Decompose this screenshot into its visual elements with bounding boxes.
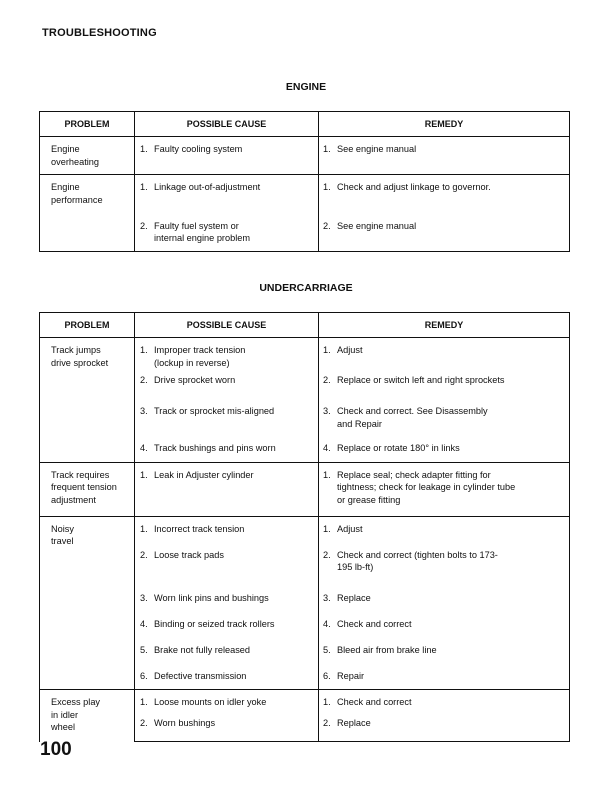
problem-cell: Engine performance: [51, 182, 103, 205]
cause-text: Linkage out-of-adjustment: [154, 182, 261, 192]
cause-number: 2.: [140, 220, 148, 231]
engine-header-cause: POSSIBLE CAUSE: [135, 112, 319, 137]
cause-text: Loose mounts on idler yoke: [154, 697, 267, 707]
table-row: [40, 664, 570, 690]
remedy-number: 1.: [323, 697, 331, 707]
remedy-number: 1.: [323, 182, 331, 192]
table-row: [40, 373, 570, 399]
cause-number: 2.: [140, 717, 148, 728]
remedy-text: Replace seal; check adapter fitting for tightness; check for leakage in cylinder tube or grease fitting: [337, 469, 516, 505]
table-row: [40, 690, 570, 716]
cause-text: Faulty cooling system: [154, 144, 243, 154]
undercarriage-table: [39, 312, 570, 742]
problem-cell: [40, 612, 134, 618]
remedy-number: 2.: [323, 220, 331, 231]
engine-section-title: ENGINE: [285, 81, 327, 93]
cause-text: Defective transmission: [154, 670, 247, 681]
cause-text: Incorrect track tension: [154, 523, 245, 534]
remedy-text: Repair: [337, 670, 365, 681]
remedy-text: Replace: [337, 717, 371, 728]
table-row: [40, 462, 570, 516]
problem-cell: [40, 548, 134, 554]
remedy-number: 6.: [323, 670, 331, 681]
table-row: [40, 436, 570, 462]
problem-cell: Noisy travel: [51, 523, 74, 546]
cause-text: Worn link pins and bushings: [154, 592, 269, 603]
table-row: [40, 214, 570, 252]
remedy-number: 1.: [323, 345, 331, 355]
remedy-text: See engine manual: [337, 220, 417, 231]
cause-number: 2.: [140, 375, 148, 385]
undercarriage-header-cause: POSSIBLE CAUSE: [135, 313, 319, 338]
cause-number: 3.: [140, 592, 148, 603]
undercarriage-section-title: UNDERCARRIAGE: [259, 282, 353, 294]
cause-number: 3.: [140, 406, 148, 416]
problem-cell: [40, 638, 134, 644]
problem-cell: [40, 586, 134, 592]
undercarriage-header-problem: PROBLEM: [40, 313, 135, 338]
remedy-number: 2.: [323, 375, 331, 385]
remedy-number: 3.: [323, 406, 331, 416]
page-heading: TROUBLESHOOTING: [42, 27, 157, 39]
table-row: [40, 137, 570, 175]
cause-text: Binding or seized track rollers: [154, 618, 275, 629]
table-row: [40, 516, 570, 548]
remedy-text: Check and adjust linkage to governor.: [337, 182, 491, 192]
remedy-text: Check and correct: [337, 618, 412, 629]
table-row: [40, 399, 570, 436]
remedy-text: Replace or switch left and right sprockets: [337, 375, 505, 385]
cause-number: 4.: [140, 618, 148, 629]
problem-cell: [40, 399, 134, 405]
cause-text: Improper track tension (lockup in reverse): [154, 345, 246, 368]
problem-cell: Excess play in idler wheel: [51, 697, 101, 732]
problem-cell: [40, 214, 134, 220]
remedy-number: 1.: [323, 144, 331, 154]
remedy-number: 4.: [323, 618, 331, 629]
remedy-text: Check and correct (tighten bolts to 173- 195 lb-ft): [337, 549, 498, 572]
cause-number: 4.: [140, 443, 148, 453]
cause-text: Faulty fuel system or internal engine problem: [154, 220, 251, 243]
table-row: [40, 548, 570, 586]
problem-cell: [40, 664, 134, 670]
undercarriage-header-remedy: REMEDY: [319, 313, 570, 338]
engine-header-row: [40, 112, 570, 137]
cause-text: Brake not fully released: [154, 644, 251, 655]
undercarriage-header-row: [40, 313, 570, 338]
remedy-number: 1.: [323, 523, 331, 534]
remedy-number: 5.: [323, 644, 331, 655]
remedy-text: Adjust: [337, 523, 363, 534]
cause-number: 1.: [140, 144, 148, 154]
remedy-text: Replace: [337, 592, 371, 603]
problem-cell: [40, 436, 134, 442]
cause-text: Track or sprocket mis-aligned: [154, 406, 275, 416]
problem-cell: Engine overheating: [51, 144, 100, 167]
engine-table: [39, 111, 570, 252]
remedy-text: Replace or rotate 180° in links: [337, 443, 460, 453]
table-row: [40, 175, 570, 214]
remedy-number: 2.: [323, 717, 331, 728]
page-number: 100: [40, 739, 72, 760]
cause-text: Track bushings and pins worn: [154, 443, 276, 453]
problem-cell: [40, 373, 134, 379]
remedy-number: 3.: [323, 592, 331, 603]
remedy-number: 4.: [323, 443, 331, 453]
cause-number: 5.: [140, 644, 148, 655]
remedy-text: Check and correct: [337, 697, 412, 707]
cause-number: 2.: [140, 549, 148, 560]
remedy-text: Bleed air from brake line: [337, 644, 437, 655]
problem-cell: Track requires frequent tension adjustment: [51, 469, 117, 505]
table-row: [40, 586, 570, 612]
engine-header-remedy: REMEDY: [319, 112, 570, 137]
cause-number: 1.: [140, 469, 148, 480]
cause-number: 1.: [140, 345, 148, 355]
cause-number: 6.: [140, 670, 148, 681]
remedy-text: Adjust: [337, 345, 363, 355]
cause-number: 1.: [140, 523, 148, 534]
cause-text: Drive sprocket worn: [154, 375, 236, 385]
remedy-number: 1.: [323, 469, 331, 480]
cause-number: 1.: [140, 697, 148, 707]
cause-text: Loose track pads: [154, 549, 224, 560]
remedy-text: Check and correct. See Disassembly and Repair: [337, 406, 488, 429]
cause-text: Worn bushings: [154, 717, 216, 728]
table-row: [40, 612, 570, 638]
cause-number: 1.: [140, 182, 148, 192]
problem-cell: Track jumps drive sprocket: [51, 345, 109, 368]
engine-header-problem: PROBLEM: [40, 112, 135, 137]
table-row: [40, 638, 570, 664]
remedy-text: See engine manual: [337, 144, 417, 154]
table-row: [40, 338, 570, 374]
remedy-number: 2.: [323, 549, 331, 560]
cause-text: Leak in Adjuster cylinder: [154, 469, 254, 480]
